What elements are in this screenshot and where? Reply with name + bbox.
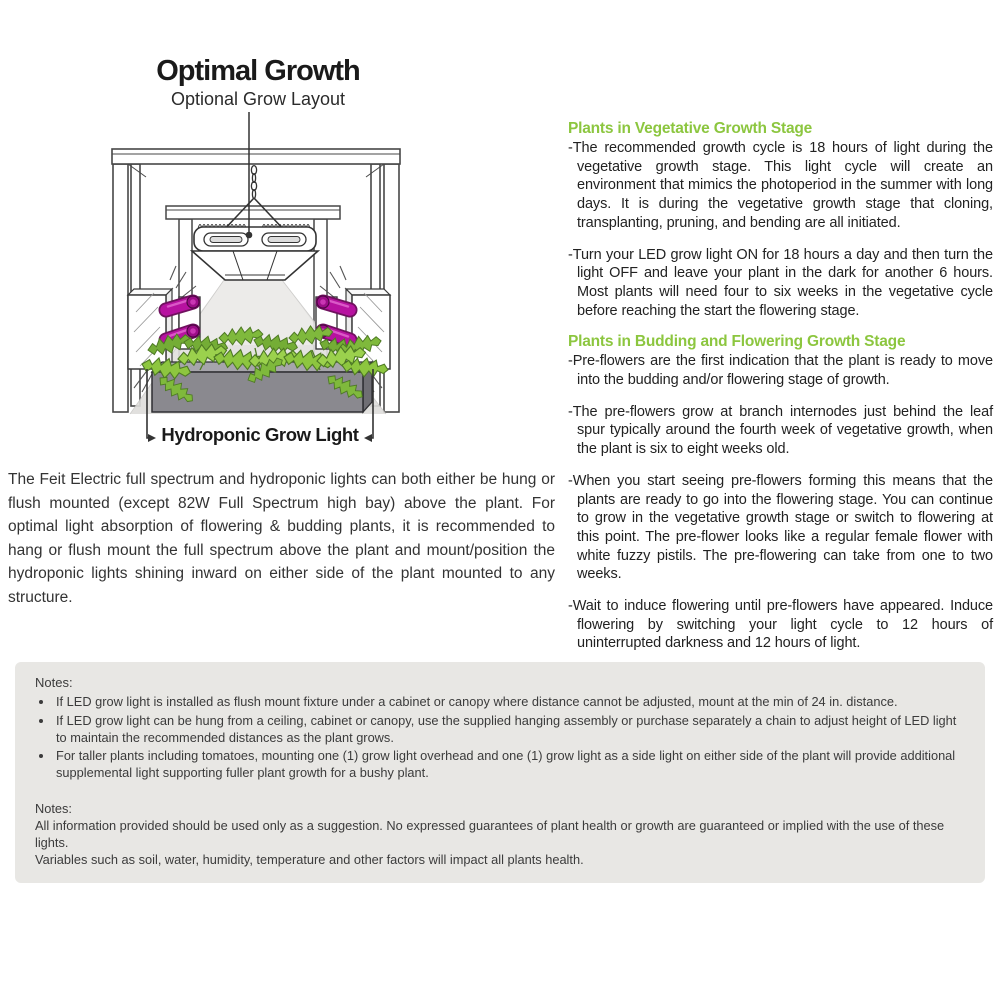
magenta-tube <box>317 296 350 310</box>
paragraph: -Pre-flowers are the first indication that the plant is ready to move into the budding and/or flowering stage of growth. <box>568 353 993 389</box>
note-item: • If LED grow light is installed as flush mount fixture under a cabinet or canopy where distance cannot be adjusted, mount at the min of 24 in. distance. <box>54 694 965 711</box>
page-subtitle: Optional Grow Layout <box>170 89 346 109</box>
mounting-description: The Feit Electric full spectrum and hydroponic lights can both either be hung or flush mounted (except 82W Full Spectrum high bay) above the plant. For optimal light absorption of flowering & budding plants, it is recommended to hang or flush mount the full spectrum above the plant and mount/position the hydroponic lights shining inward on either side of the plant mounted to any structure. <box>8 471 555 606</box>
hanging-chain <box>221 166 287 233</box>
grow-setup-diagram <box>88 110 432 458</box>
note-item: • If LED grow light can be hung from a ceiling, cabinet or canopy, use the supplied hanging assembly or purchase separately a chain to adjust height of LED light to maintain the recommended distances as the plant grows. <box>54 713 965 747</box>
notes-panel <box>15 662 985 883</box>
notes-label: Notes: <box>35 675 73 690</box>
notes-label: Notes: <box>35 800 72 816</box>
paragraph: -Wait to induce flowering until pre-flowers have appeared. Induce flowering by switching your light cycle to 12 hours of uninterrupted darkness and 12 hours of light. <box>568 598 993 652</box>
install-notes-list <box>35 694 965 782</box>
diagram-label: Hydroponic Grow Light <box>161 424 359 445</box>
page-title: Optimal Growth <box>156 55 360 87</box>
section-heading-flowering: Plants in Budding and Flowering Growth Stage <box>568 333 906 351</box>
growth-stage-info <box>568 120 993 666</box>
header <box>0 56 516 109</box>
section-heading-vegetative: Plants in Vegetative Growth Stage <box>568 120 813 137</box>
disclaimer-line: Variables such as soil, water, humidity, temperature and other factors will impact all plants health. <box>35 851 584 867</box>
paragraph: -The pre-flowers grow at branch internodes just behind the leaf spur typically around the fourth week of vegetative growth, when the plant is six to eight weeks old. <box>568 403 993 458</box>
disclaimer-line: All information provided should be used only as a suggestion. No expressed guarantees of plant health or growth are guaranteed or implied with the use of these lights. <box>35 817 945 850</box>
paragraph: -When you start seeing pre-flowers forming this means that the plants are ready to go into the flowering stage. You can continue to grow in the vegetative growth stage or switch to flowering at this point. The pre-flower looks like a regular female flower with white fuzzy pistils. The pre-flowering can take from one to two weeks. <box>568 472 993 583</box>
paragraph: -Turn your LED grow light ON for 18 hours a day and then turn the light OFF and leave your plant in the dark for another 6 hours. Most plants will need four to six weeks in the vegetative cycle before reaching the start the flowering stage. <box>568 246 993 319</box>
disclaimer-notes <box>35 800 965 868</box>
paragraph: -The recommended growth cycle is 18 hours of light during the vegetative growth stage. This light cycle will create an environment that mimics the photoperiod in the summer with long days. It is during the vegetative growth stage that cloning, transplanting, pruning, and bending are all initiated. <box>568 140 993 231</box>
note-item: • For taller plants including tomatoes, mounting one (1) grow light overhead and one (1) grow light as a side light on either side of the plant will provide additional supplemental light supporting fuller plant growth for a bushy plant. <box>54 748 965 782</box>
